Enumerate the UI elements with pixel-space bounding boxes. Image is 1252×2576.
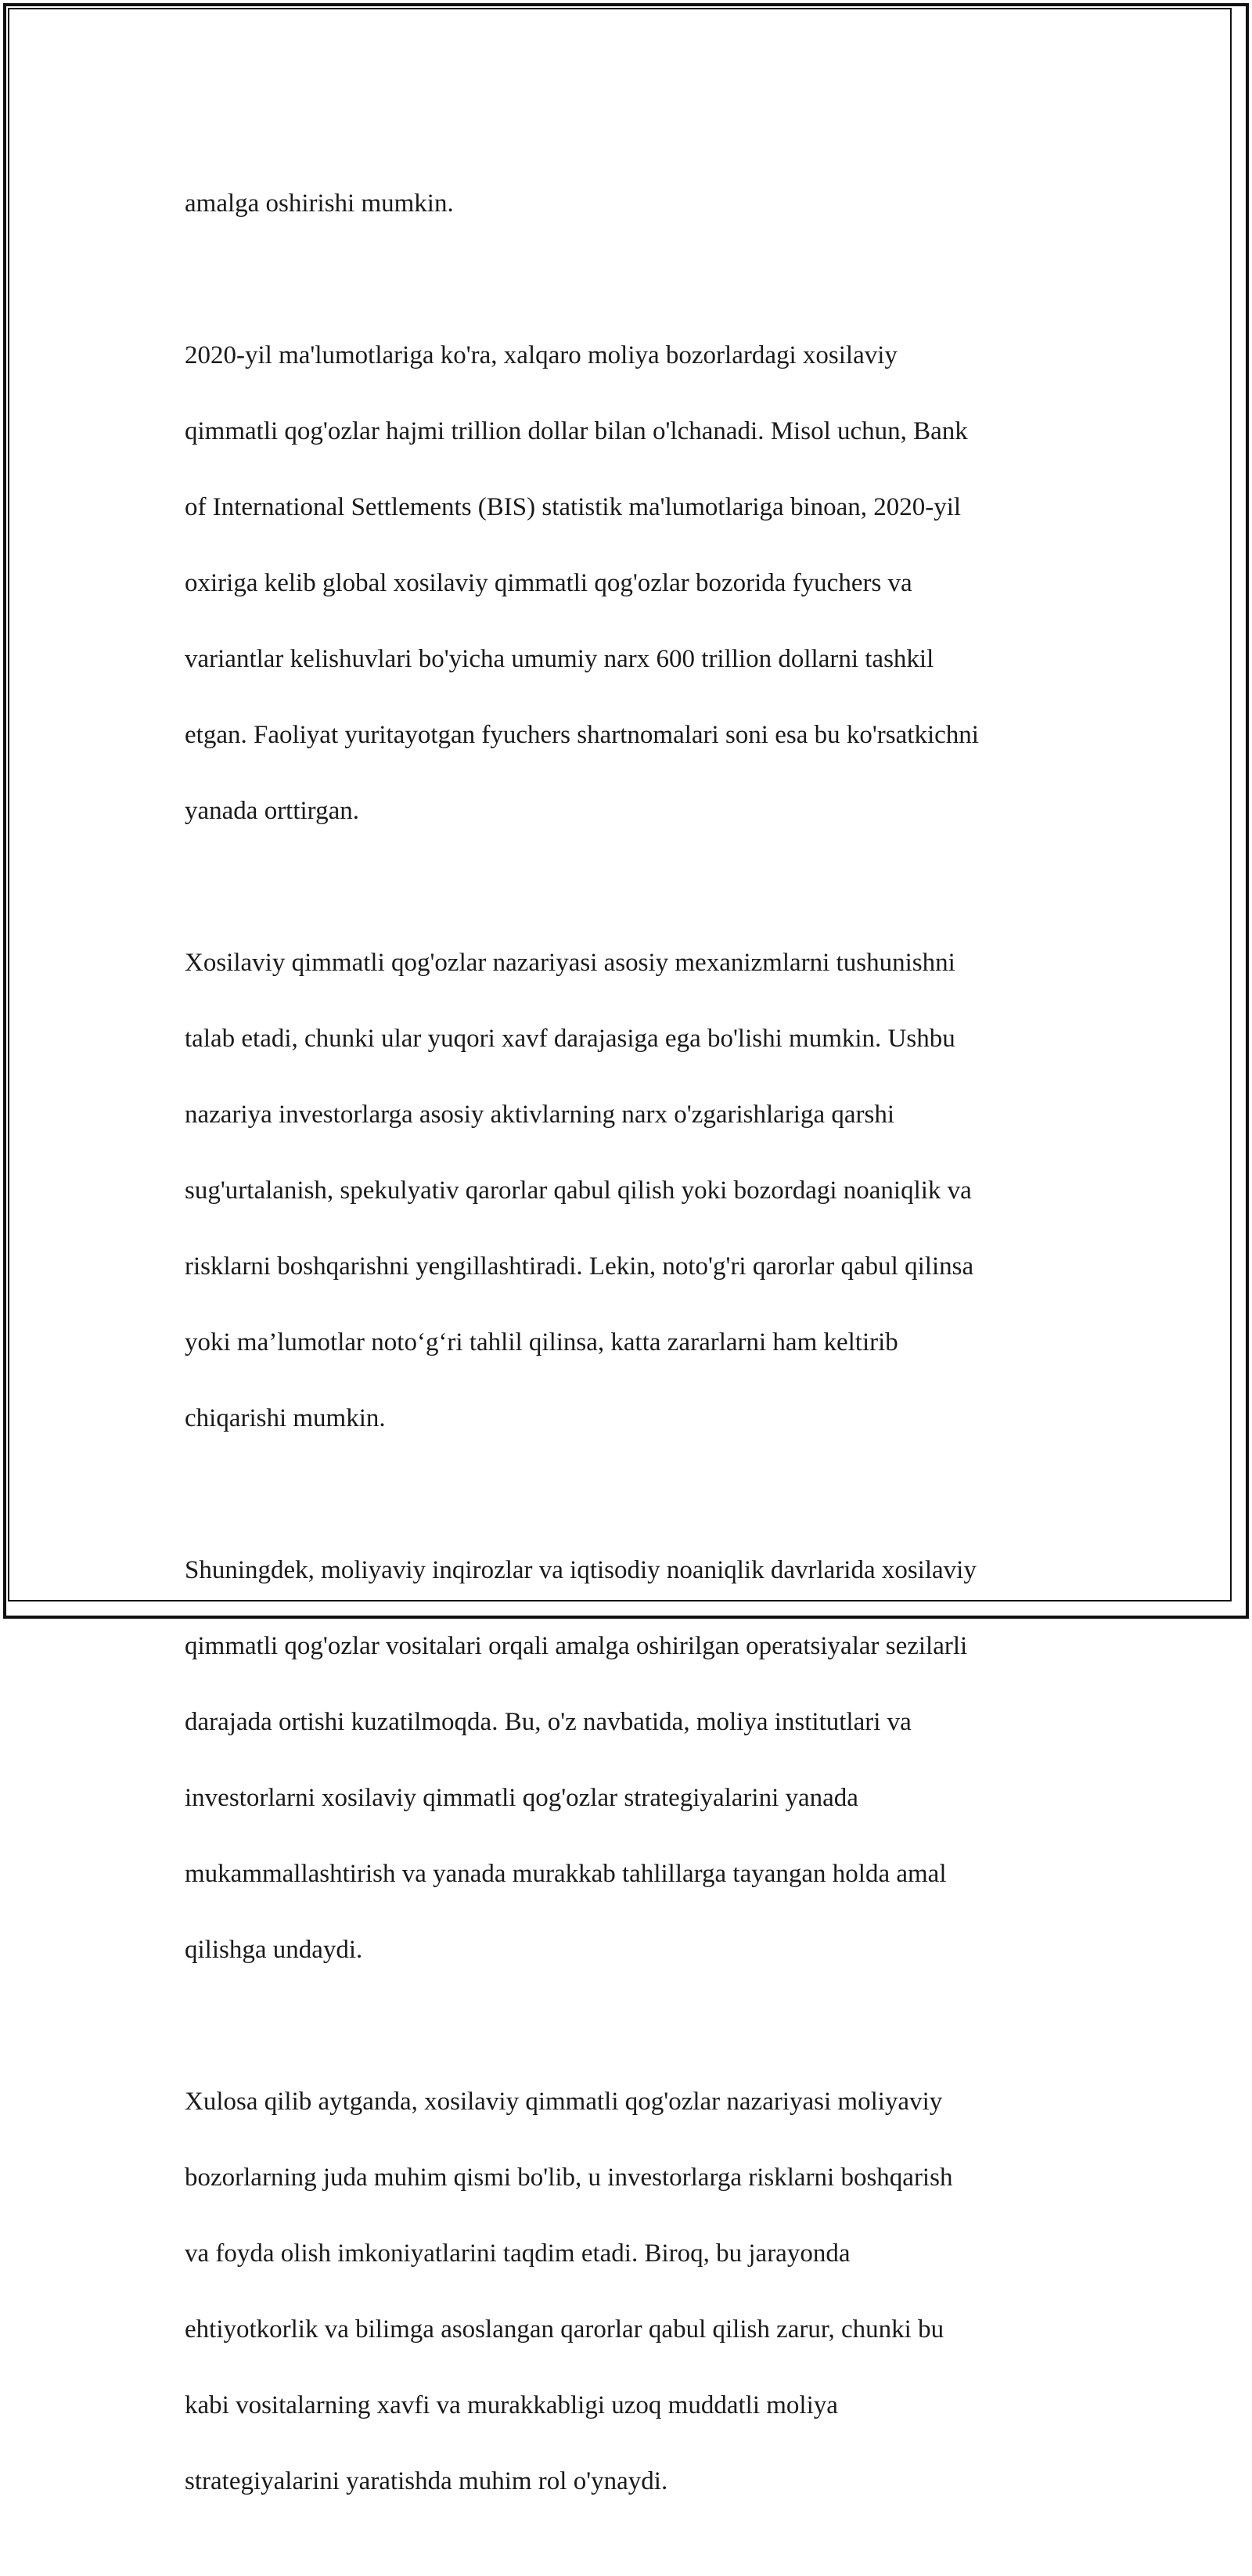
text-line: Xosilaviy qimmatli qog'ozlar nazariyasi asosiy mexanizmlarni tushunishni <box>185 948 955 977</box>
text-line: qilishga undaydi. <box>185 1935 363 1964</box>
text-line: mukammallashtirish va yanada murakkab tahlillarga tayangan holda amal <box>185 1859 947 1888</box>
text-line: kabi vositalarning xavfi va murakkabligi uzoq muddatli moliya <box>185 2390 838 2419</box>
text-line: va foyda olish imkoniyatlarini taqdim etadi. Biroq, bu jarayonda <box>185 2239 851 2268</box>
document-body <box>185 146 1073 2576</box>
paragraph-4 <box>185 1513 1073 2007</box>
text-line: yoki ma’lumotlar noto‘g‘ri tahlil qilinsa, katta zararlarni ham keltirib <box>185 1328 898 1356</box>
text-line: Xulosa qilib aytganda, xosilaviy qimmatli qog'ozlar nazariyasi moliyaviy <box>185 2087 943 2116</box>
text-line: chiqarishi mumkin. <box>185 1403 386 1432</box>
text-line: of International Settlements (BIS) statistik ma'lumotlariga binoan, 2020-yil <box>185 492 962 521</box>
text-line: qimmatli qog'ozlar vositalari orqali amalga oshirilgan operatsiyalar sezilarli <box>185 1631 968 1660</box>
text-line: talab etadi, chunki ular yuqori xavf darajasiga ega bo'lishi mumkin. Ushbu <box>185 1024 955 1053</box>
paragraph-3 <box>185 906 1073 1475</box>
paragraph-5 <box>185 2045 1073 2538</box>
text-line: ehtiyotkorlik va bilimga asoslangan qarorlar qabul qilish zarur, chunki bu <box>185 2315 944 2344</box>
text-line: qimmatli qog'ozlar hajmi trillion dollar bilan o'lchanadi. Misol uchun, Bank <box>185 416 968 445</box>
text-line: strategiyalarini yaratishda muhim rol o'ynaydi. <box>185 2466 668 2495</box>
text-line: Shuningdek, moliyaviy inqirozlar va iqtisodiy noaniqlik davrlarida xosilaviy <box>185 1555 977 1584</box>
text-line: darajada ortishi kuzatilmoqda. Bu, o'z navbatida, moliya institutlari va <box>185 1707 912 1736</box>
text-line: investorlarni xosilaviy qimmatli qog'ozlar strategiyalarini yanada <box>185 1783 858 1812</box>
text-line: bozorlarning juda muhim qismi bo'lib, u investorlarga risklarni boshqarish <box>185 2163 953 2192</box>
text-line: amalga oshirishi mumkin. <box>185 189 454 218</box>
text-line: etgan. Faoliyat yuritayotgan fyuchers shartnomalari soni esa bu ko'rsatkichni <box>185 720 979 749</box>
text-line: sug'urtalanish, spekulyativ qarorlar qabul qilish yoki bozordagi noaniqlik va <box>185 1176 972 1205</box>
text-line: oxiriga kelib global xosilaviy qimmatli qog'ozlar bozorida fyuchers va <box>185 568 912 597</box>
text-line: yanada orttirgan. <box>185 796 359 825</box>
text-line: 2020-yil ma'lumotlariga ko'ra, xalqaro moliya bozorlardagi xosilaviy <box>185 340 898 369</box>
text-line: variantlar kelishuvlari bo'yicha umumiy narx 600 trillion dollarni tashkil <box>185 644 934 673</box>
paragraph-1 <box>185 146 1073 261</box>
text-line: risklarni boshqarishni yengillashtiradi. Lekin, noto'g'ri qarorlar qabul qilinsa <box>185 1252 974 1281</box>
paragraph-2 <box>185 298 1073 868</box>
text-line: nazariya investorlarga asosiy aktivlarning narx o'zgarishlariga qarshi <box>185 1100 895 1129</box>
